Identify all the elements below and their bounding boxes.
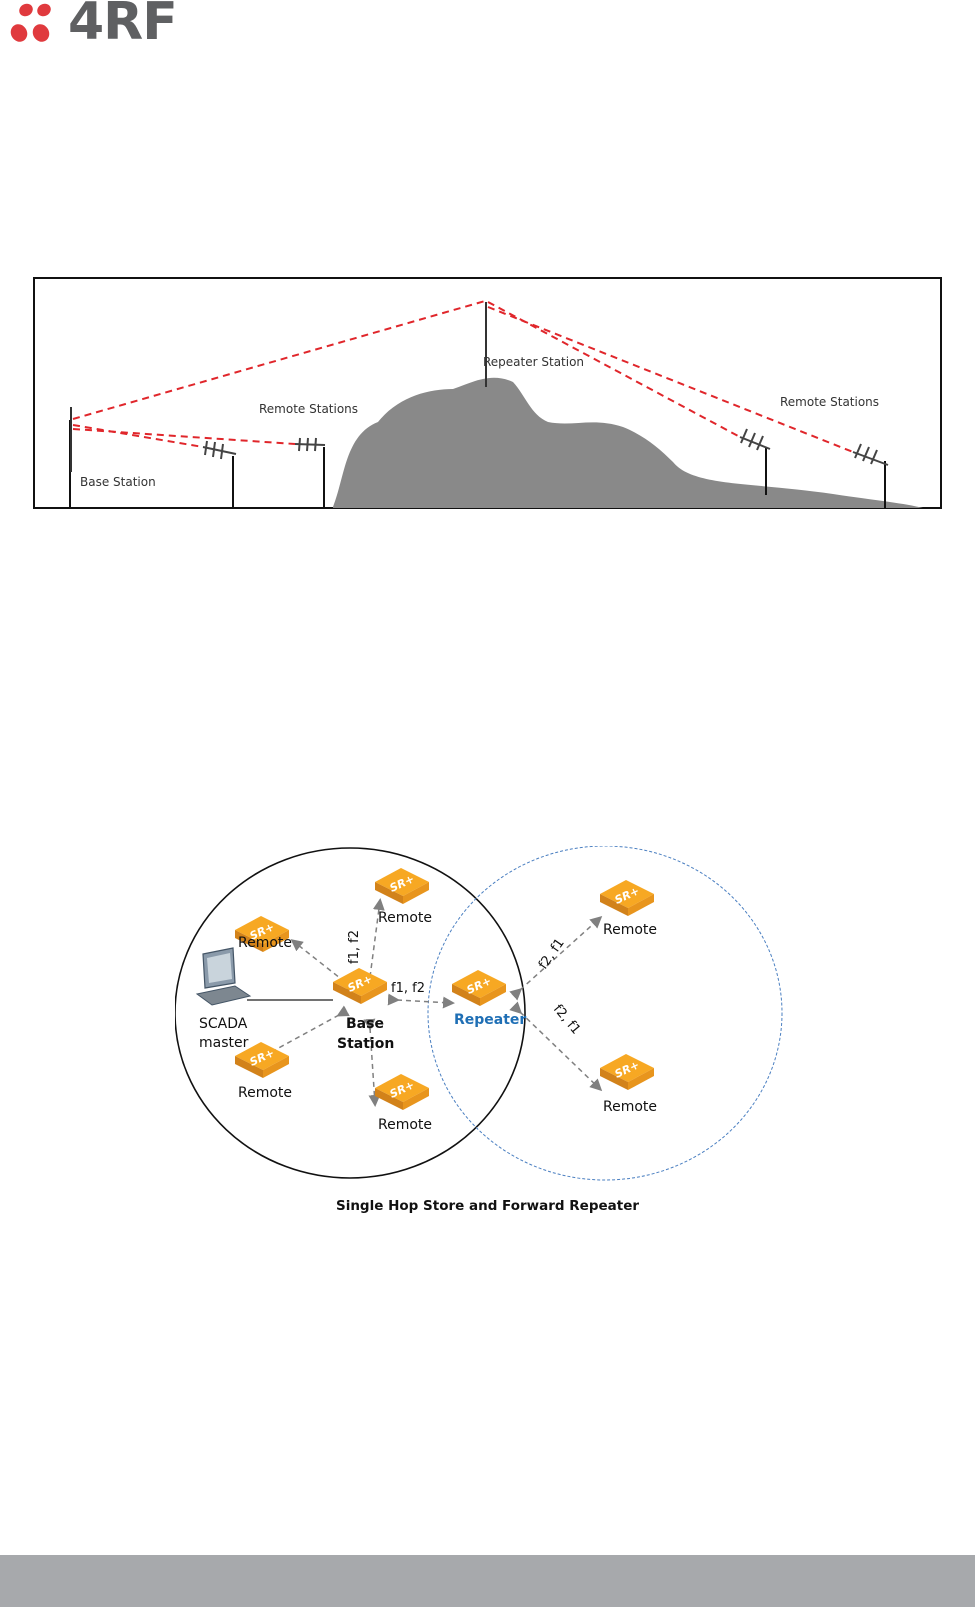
label-remote-stations-left: Remote Stations	[259, 402, 359, 416]
repeater-label: Repeater	[454, 1012, 527, 1028]
base-label-line1: Base	[346, 1016, 384, 1032]
freq-label-horizontal: f1, f2	[391, 981, 425, 996]
remote-device-icon	[375, 1074, 429, 1110]
remote-label: Remote	[378, 1117, 433, 1133]
remote-label: Remote	[603, 1099, 658, 1115]
base-device-icon	[333, 968, 387, 1004]
terrain-diagram	[33, 277, 942, 509]
page-footer	[0, 1555, 975, 1607]
repeater-device-icon	[452, 970, 506, 1006]
label-base-station: Base Station	[80, 475, 156, 489]
remote-device-icon	[600, 880, 654, 916]
logo-dots-icon	[8, 0, 68, 50]
repeater-network-diagram: SR+ Remote Remote Remote Remote Remote Remote SCADA master Base Station Repeater f1, f2 f1, f2 f2, f1 f2, f1	[175, 846, 805, 1186]
remote-label: Remote	[238, 935, 293, 951]
freq-label-upper-right: f2, f1	[535, 935, 568, 973]
base-label-line2: Station	[337, 1036, 395, 1052]
brand-logo	[8, 0, 208, 50]
label-repeater-station: Repeater Station	[483, 355, 585, 369]
scada-label-line2: master	[199, 1035, 249, 1051]
freq-label-lower-right: f2, f1	[549, 1001, 584, 1038]
remote-device-icon	[600, 1054, 654, 1090]
scada-label-line1: SCADA	[199, 1016, 248, 1032]
remote-device-icon	[375, 868, 429, 904]
remote-label: Remote	[378, 910, 433, 926]
remote-label: Remote	[238, 1085, 293, 1101]
freq-label-vertical: f1, f2	[347, 930, 362, 964]
remote-label: Remote	[603, 922, 658, 938]
laptop-icon	[197, 948, 250, 1005]
logo-wordmark: 4RF	[68, 0, 177, 52]
figure-caption: Single Hop Store and Forward Repeater	[335, 1198, 640, 1214]
label-remote-stations-right: Remote Stations	[780, 395, 880, 409]
